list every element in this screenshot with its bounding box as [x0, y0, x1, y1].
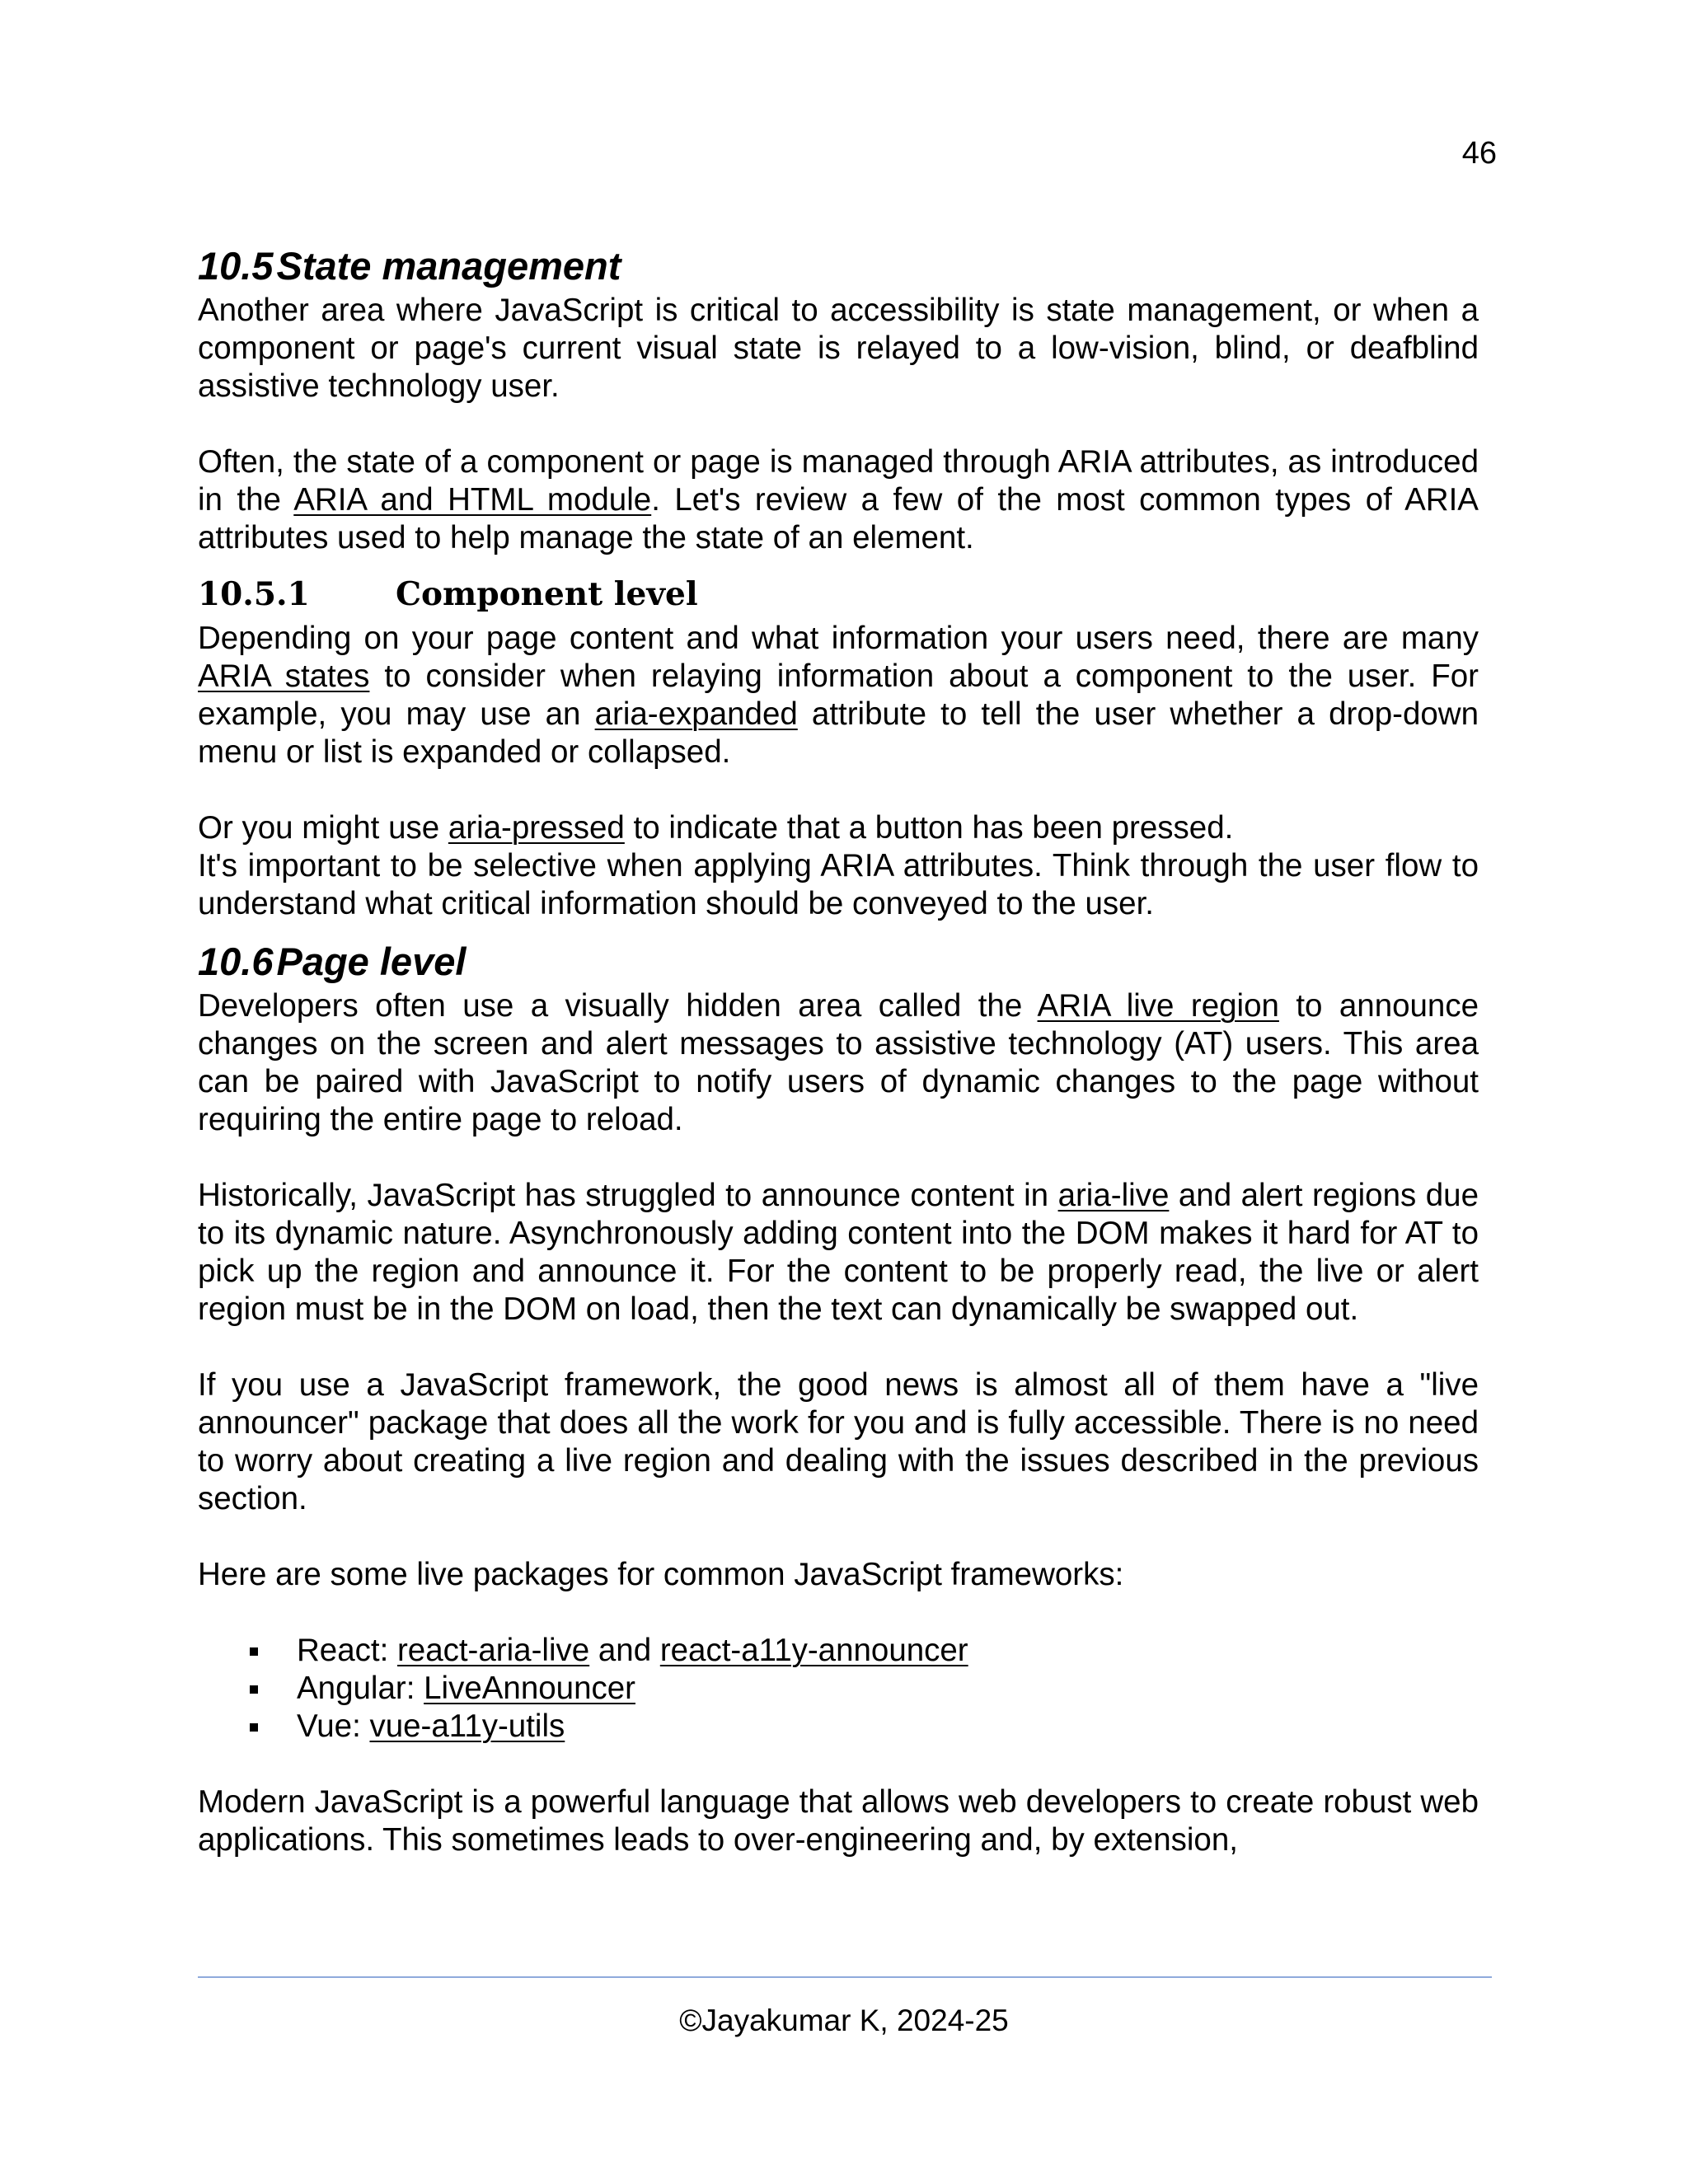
footer-divider [198, 1976, 1492, 1978]
section-title: State management [276, 244, 621, 288]
section-number: 10.5 [198, 244, 274, 288]
paragraph: It's important to be selective when applying ARIA attributes. Think through the user flow to understand what critical information should be conveyed to the user. [198, 848, 1479, 921]
subsection-heading-10-5-1 [198, 574, 1479, 615]
link-react-aria-live[interactable]: react-aria-live [396, 1633, 590, 1668]
package-list [198, 1632, 1479, 1746]
link-aria-live[interactable]: aria-live [1057, 1178, 1170, 1213]
paragraph: Historically, JavaScript has struggled to announce content in aria-live and alert regions due to its dynamic nature. Asynchronously adding content into the DOM makes it hard for AT to pick up the region and announce it. For the content to be properly read, the live or alert region must be in the DOM on load, then the text can dynamically be swapped out. [198, 1178, 1479, 1327]
link-aria-expanded[interactable]: aria-expanded [594, 696, 798, 732]
link-liveannouncer[interactable]: LiveAnnouncer [424, 1671, 635, 1706]
paragraph: Depending on your page content and what information your users need, there are many ARIA states to consider when relaying information about a component to the user. For example, you may use an aria-expanded attribute to tell the user whether a drop-down menu or list is expanded or collapsed. [198, 621, 1479, 770]
link-aria-pressed[interactable]: aria-pressed [448, 810, 625, 846]
link-aria-live-region[interactable]: ARIA live region [1037, 988, 1279, 1024]
list-item: React: react-aria-live and react-a11y-announcer [198, 1632, 1479, 1670]
paragraph: Or you might use aria-pressed to indicate that a button has been pressed. [198, 810, 1234, 846]
paragraph: If you use a JavaScript framework, the good news is almost all of them have a "live announcer" package that does all the work for you and is fully accessible. There is no need to worry about creating a live region and dealing with the issues described in the previous section. [198, 1367, 1479, 1516]
link-vue-a11y-utils[interactable]: vue-a11y-utils [369, 1708, 565, 1744]
subsection-title: Component level [396, 575, 698, 613]
bullet-icon [250, 1647, 258, 1656]
section-heading-10-5 [198, 244, 1479, 288]
bullet-icon [250, 1723, 258, 1732]
list-item: Vue: vue-a11y-utils [198, 1708, 1479, 1746]
paragraph: Modern JavaScript is a powerful language that allows web developers to create robust web applications. This sometimes leads to over-engineering and, by extension, [198, 1784, 1479, 1858]
section-heading-10-6 [198, 940, 1479, 984]
page-number: 46 [1461, 136, 1497, 171]
link-aria-html-module[interactable]: ARIA and HTML module [293, 482, 652, 518]
link-aria-states[interactable]: ARIA states [198, 658, 370, 694]
footer-copyright: ©Jayakumar K, 2024-25 [679, 2004, 1009, 2037]
paragraph: Another area where JavaScript is critical to accessibility is state management, or when a component or page's current visual state is relayed to a low-vision, blind, or deafblind assistive technology user. [198, 293, 1479, 404]
bullet-icon [250, 1685, 258, 1694]
subsection-number: 10.5.1 [198, 575, 310, 613]
page-content [198, 244, 1479, 1859]
paragraph: Here are some live packages for common JavaScript frameworks: [198, 1557, 1124, 1592]
section-number: 10.6 [198, 940, 274, 983]
paragraph: Often, the state of a component or page is managed through ARIA attributes, as introduced in the ARIA and HTML module. Let's review a few of the most common types of ARIA attributes used to help manage the state of an element. [198, 444, 1479, 555]
link-react-a11y-announcer[interactable]: react-a11y-announcer [659, 1633, 968, 1668]
list-item: Angular: LiveAnnouncer [198, 1670, 1479, 1708]
section-title: Page level [276, 940, 467, 983]
paragraph: Developers often use a visually hidden area called the ARIA live region to announce changes on the screen and alert messages to assistive technology (AT) users. This area can be paired with JavaScript to notify users of dynamic changes to the page without requiring the entire page to reload. [198, 988, 1479, 1137]
